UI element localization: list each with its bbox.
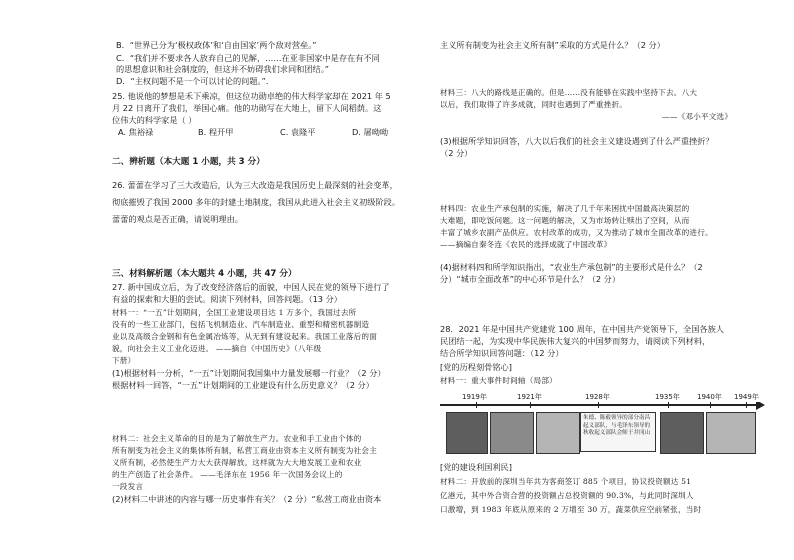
left-column	[112, 0, 422, 560]
material2-line4: 的生产创造了社会条件。 ——毛泽东在 1956 年一次国务会议上的	[112, 470, 343, 479]
q24-option-c-line2: 的思想意识和社会制度的，但这并不妨碍我们求同和团结。”	[116, 64, 330, 74]
q27-2-line2: 主义所有制变为社会主义所有制”采取的方式是什么？（2 分）	[440, 40, 665, 50]
material4-line2: 大难题，即吃饭问题。这一问题的解决，又为市场转让赎出了空间，从而	[440, 216, 690, 225]
timeline-photo-building	[660, 412, 704, 454]
material1-line4: 貌，向社会主义工业化迈进。 ——摘自《中国历史》（八年级	[112, 344, 322, 353]
material4-line1: 材料四：农业生产承包制的实施，解决了几千年来困扰中国最高决策层的	[440, 204, 690, 213]
q27-4-line2: 分）“城市全面改革”的中心环节是什么？（2 分）	[440, 274, 621, 284]
q25-line2: 月 22 日离开了我们，举国心痛。他的功勋写在大地上，留下人间稻荫。这	[112, 103, 382, 113]
q27-line2: 有益的探索和大胆的尝试。阅读下列材料，回答问题。（13 分）	[112, 294, 342, 304]
q25-option-c: C. 袁隆平	[280, 127, 316, 137]
material4-source: ——摘编自秦冬连《农民的选择成就了中国改革》	[440, 240, 612, 249]
material2-line5: 一段发言	[112, 482, 144, 491]
material1-line1: 材料一：“一五”计划期间，全国工业建设项目达 1 万多个，我国过去所	[112, 308, 357, 317]
q27-3-line1: (3)根据所学知识回答，八大以后我们的社会主义建设遇到了什么严重挫折？	[440, 136, 714, 146]
material2-line2: 所有制变为社会主义的集体所有制，私营工商业由资本主义所有制变为社会主	[112, 446, 377, 455]
timeline-title: 材料一：重大事件时间轴（局部）	[440, 376, 557, 385]
q25-option-a: A. 焦裕禄	[118, 127, 154, 137]
sub-heading-construction: [党的建设利国利民]	[440, 462, 512, 472]
material-b-line3: 口激增，到 1983 年底从原来的 2 万增至 30 万，蔬菜供应空前紧张，当时	[440, 505, 702, 514]
q27-line1: 27. 新中国成立后，为了改变经济落后的面貌，中国人民在党的领导下进行了	[112, 282, 390, 292]
q27-4-line1: (4)据材料四和所学知识指出，“农业生产承包制”的主要形式是什么？（2	[440, 262, 703, 272]
timeline-year-1940: 1940年	[697, 393, 722, 401]
timeline-caption: 朱德、陈毅领导的部分南昌起义部队，与毛泽东领导的秋收起义部队会师于井冈山	[580, 412, 656, 452]
material3-line1: 材料三：八大的路线是正确的。但是……没有能够在实践中坚持下去。八大	[440, 88, 698, 97]
material-b-line2: 亿港元，其中外合资合营的投资额占总投资额的 90.3%，与此同时深圳人	[440, 491, 694, 500]
material4-line3: 丰富了城乡农副产品供应。农村改革的成功，又为推动了城市全面改革的进行。	[440, 228, 713, 237]
q25-line1: 25. 他说他的梦想是禾下乘凉，但这位功勋卓绝的伟大科学家却在 2021 年 5	[112, 91, 391, 101]
material1-line2: 没有的一些工业部门，包括飞机制造业、汽车制造业、重型和精密机器制造	[112, 320, 370, 329]
q24-option-d: D．“主权问题不是一个可以讨论的问题。”.	[116, 76, 269, 86]
timeline-year-1949: 1949年	[734, 393, 759, 401]
q25-option-b: B. 程开甲	[198, 127, 234, 137]
q26-line3: 蕾蕾的观点是否正确，请说明理由。	[112, 214, 244, 224]
section3-heading: 三、材料解析题（本大题共 4 小题，共 47 分）	[112, 269, 297, 279]
timeline-photo-boat	[490, 412, 534, 454]
timeline	[440, 392, 770, 454]
timeline-year-1935: 1935年	[655, 393, 680, 401]
right-column	[440, 0, 780, 560]
timeline-photo-1919	[446, 412, 488, 454]
q27-1-line1: (1)根据材料一分析，“一五”计划期间我国集中力量发展哪一行业？（2 分）	[112, 368, 386, 378]
timeline-photo-painting	[536, 412, 580, 454]
material-b-line1: 材料二：开放前的深圳当年共为客商签订 885 个项目，协议投资额达 51	[440, 477, 692, 486]
material2-line3: 义所有制，必然使生产力大大获得解放。这样就为大大地发展工业和农业	[112, 458, 362, 467]
q28-line2: 民团结一起，为实现中华民族伟大复兴的中国梦而努力，请阅读下列材料，	[440, 336, 711, 346]
q24-option-c-line1: C．“我们并不要求各人放弃自己的见解，……在亚非国家中是存在有不同	[116, 53, 380, 63]
section2-heading: 二、辨析题（本大题 1 小题，共 3 分）	[112, 157, 265, 167]
timeline-year-1921: 1921年	[517, 393, 542, 401]
q24-option-b: B．“世界已分为‘极权政体’和‘自由国家’两个敌对营垒。”	[116, 40, 317, 50]
material3-source: ——《邓小平文选》	[662, 112, 733, 121]
material3-line2: 以后，我们取得了许多成就，同时也遇到了严重挫折。	[440, 100, 628, 109]
q27-1-line2: 根据材料一回答，“一五”计划期间的工业建设有什么历史意义？（2 分）	[112, 380, 374, 390]
material1-line3: 业以及高级合金钢和有色金属冶炼等，从无到有建设起来。我国工业落后的面	[112, 332, 377, 341]
q27-3-line2: （2 分）	[440, 148, 473, 158]
q27-2-line1: (2)材料二中讲述的内容与哪一历史事件有关？（2 分）“私营工商业由资本	[112, 494, 382, 504]
timeline-year-1919: 1919年	[462, 393, 487, 401]
q26-line2: 彻底摧毁了我国 2000 多年的封建土地制度，我国从此进入社会主义初级阶段。	[112, 197, 401, 207]
q25-line3: 位伟大的科学家是（ ）	[112, 115, 197, 125]
q25-option-d: D. 屠呦呦	[352, 127, 389, 137]
material2-line1: 材料二：社会主义革命的目的是为了解放生产力。农业和手工业由个体的	[112, 434, 362, 443]
q26-line1: 26. 蕾蕾在学习了三大改造后，认为三大改造是我国历史上最深刻的社会变革，	[112, 180, 398, 190]
q28-line3: 结合所学知识回答问题：（12 分）	[440, 348, 564, 358]
sub-heading-history: [党的历程刻骨铭心]	[440, 362, 512, 372]
material1-line5: 下册）	[112, 356, 136, 365]
timeline-year-1928: 1928年	[585, 393, 610, 401]
q28-line1: 28．2021 年是中国共产党建党 100 周年，在中国共产党领导下，全国各族人	[440, 324, 724, 334]
timeline-photo-map	[706, 412, 756, 454]
